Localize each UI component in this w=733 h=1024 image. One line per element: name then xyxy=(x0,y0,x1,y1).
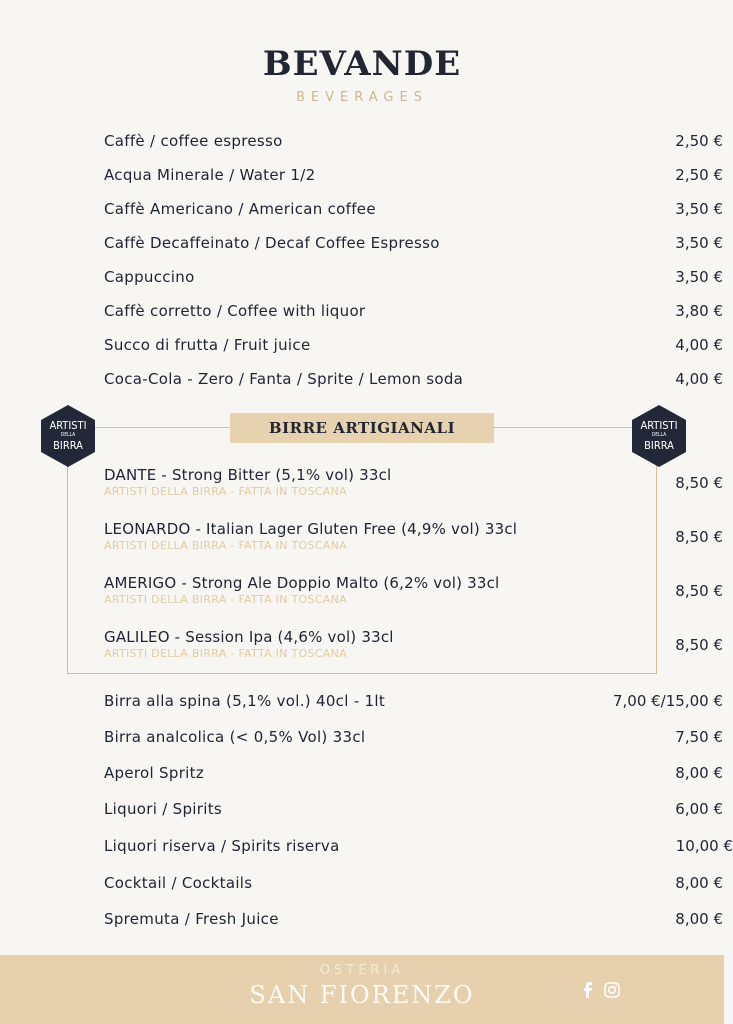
menu-item xyxy=(104,800,724,822)
menu-item xyxy=(104,764,724,786)
beer-price: 8,50 € xyxy=(675,582,723,600)
menu-item xyxy=(104,728,724,750)
item-name: Cappuccino xyxy=(104,268,195,286)
item-price: 8,00 € xyxy=(675,874,723,892)
item-price: 3,50 € xyxy=(675,268,723,286)
item-price: 3,50 € xyxy=(675,200,723,218)
page-subtitle: BEVERAGES xyxy=(296,90,428,105)
beer-origin: ARTISTI DELLA BIRRA - FATTA IN TOSCANA xyxy=(104,647,347,660)
item-price: 6,00 € xyxy=(675,800,723,818)
item-name: Liquori riserva / Spirits riserva xyxy=(104,837,340,855)
menu-item xyxy=(104,302,724,324)
item-name: Birra analcolica (< 0,5% Vol) 33cl xyxy=(104,728,366,746)
menu-item xyxy=(104,837,733,859)
item-price: 2,50 € xyxy=(675,166,723,184)
footer-restaurant-name: SAN FIORENZO xyxy=(249,981,475,1009)
item-price: 3,80 € xyxy=(675,302,723,320)
beer-origin: ARTISTI DELLA BIRRA - FATTA IN TOSCANA xyxy=(104,593,347,606)
beer-name: GALILEO - Session Ipa (4,6% vol) 33cl xyxy=(104,628,394,646)
beer-item xyxy=(104,574,723,614)
beer-origin: ARTISTI DELLA BIRRA - FATTA IN TOSCANA xyxy=(104,485,347,498)
menu-item xyxy=(104,336,724,358)
item-name: Caffè Decaffeinato / Decaf Coffee Espresso xyxy=(104,234,440,252)
item-price: 8,00 € xyxy=(675,764,723,782)
item-price: 3,50 € xyxy=(675,234,723,252)
menu-item xyxy=(104,910,724,932)
menu-item xyxy=(104,874,724,896)
item-name: Caffè Americano / American coffee xyxy=(104,200,376,218)
craft-beer-title: BIRRE ARTIGIANALI xyxy=(230,413,494,443)
badge-line2: DELLA xyxy=(651,432,667,438)
menu-item xyxy=(104,234,724,256)
footer xyxy=(0,955,724,1024)
menu-item xyxy=(104,268,724,290)
badge-line3: BIRRA xyxy=(53,439,83,452)
beer-name: LEONARDO - Italian Lager Gluten Free (4,9% vol) 33cl xyxy=(104,520,518,538)
item-name: Cocktail / Cocktails xyxy=(104,874,253,892)
item-name: Birra alla spina (5,1% vol.) 40cl - 1lt xyxy=(104,692,386,710)
item-name: Aperol Spritz xyxy=(104,764,204,782)
menu-item xyxy=(104,166,724,188)
artisti-della-birra-badge-right xyxy=(630,404,688,468)
beer-price: 8,50 € xyxy=(675,474,723,492)
badge-line1: ARTISTI xyxy=(49,419,87,432)
badge-line3: BIRRA xyxy=(644,439,674,452)
page-title: BEVANDE xyxy=(262,44,462,84)
beer-item xyxy=(104,466,723,506)
beer-item xyxy=(104,520,723,560)
menu-item xyxy=(104,370,724,392)
item-price: 7,50 € xyxy=(675,728,723,746)
beer-price: 8,50 € xyxy=(675,636,723,654)
footer-osteria: OSTERIA xyxy=(319,963,405,978)
beer-price: 8,50 € xyxy=(675,528,723,546)
item-price: 4,00 € xyxy=(675,336,723,354)
artisti-della-birra-badge-left xyxy=(39,404,97,468)
item-price: 10,00 € xyxy=(675,837,733,855)
beer-item xyxy=(104,628,723,668)
beer-name: DANTE - Strong Bitter (5,1% vol) 33cl xyxy=(104,466,392,484)
instagram-icon[interactable] xyxy=(604,982,620,1002)
menu-item xyxy=(104,200,724,222)
item-name: Acqua Minerale / Water 1/2 xyxy=(104,166,316,184)
menu-item xyxy=(104,692,724,714)
badge-line2: DELLA xyxy=(60,432,76,438)
item-price: 7,00 €/15,00 € xyxy=(612,692,723,710)
item-name: Spremuta / Fresh Juice xyxy=(104,910,279,928)
beer-name: AMERIGO - Strong Ale Doppio Malto (6,2% vol) 33cl xyxy=(104,574,500,592)
badge-line1: ARTISTI xyxy=(640,419,678,432)
item-name: Liquori / Spirits xyxy=(104,800,222,818)
beer-origin: ARTISTI DELLA BIRRA - FATTA IN TOSCANA xyxy=(104,539,347,552)
item-price: 2,50 € xyxy=(675,132,723,150)
item-price: 8,00 € xyxy=(675,910,723,928)
menu-item xyxy=(104,132,724,154)
item-name: Coca-Cola - Zero / Fanta / Sprite / Lemon soda xyxy=(104,370,464,388)
item-name: Caffè corretto / Coffee with liquor xyxy=(104,302,366,320)
item-name: Caffè / coffee espresso xyxy=(104,132,283,150)
facebook-icon[interactable] xyxy=(582,982,594,1002)
item-name: Succo di frutta / Fruit juice xyxy=(104,336,311,354)
item-price: 4,00 € xyxy=(675,370,723,388)
